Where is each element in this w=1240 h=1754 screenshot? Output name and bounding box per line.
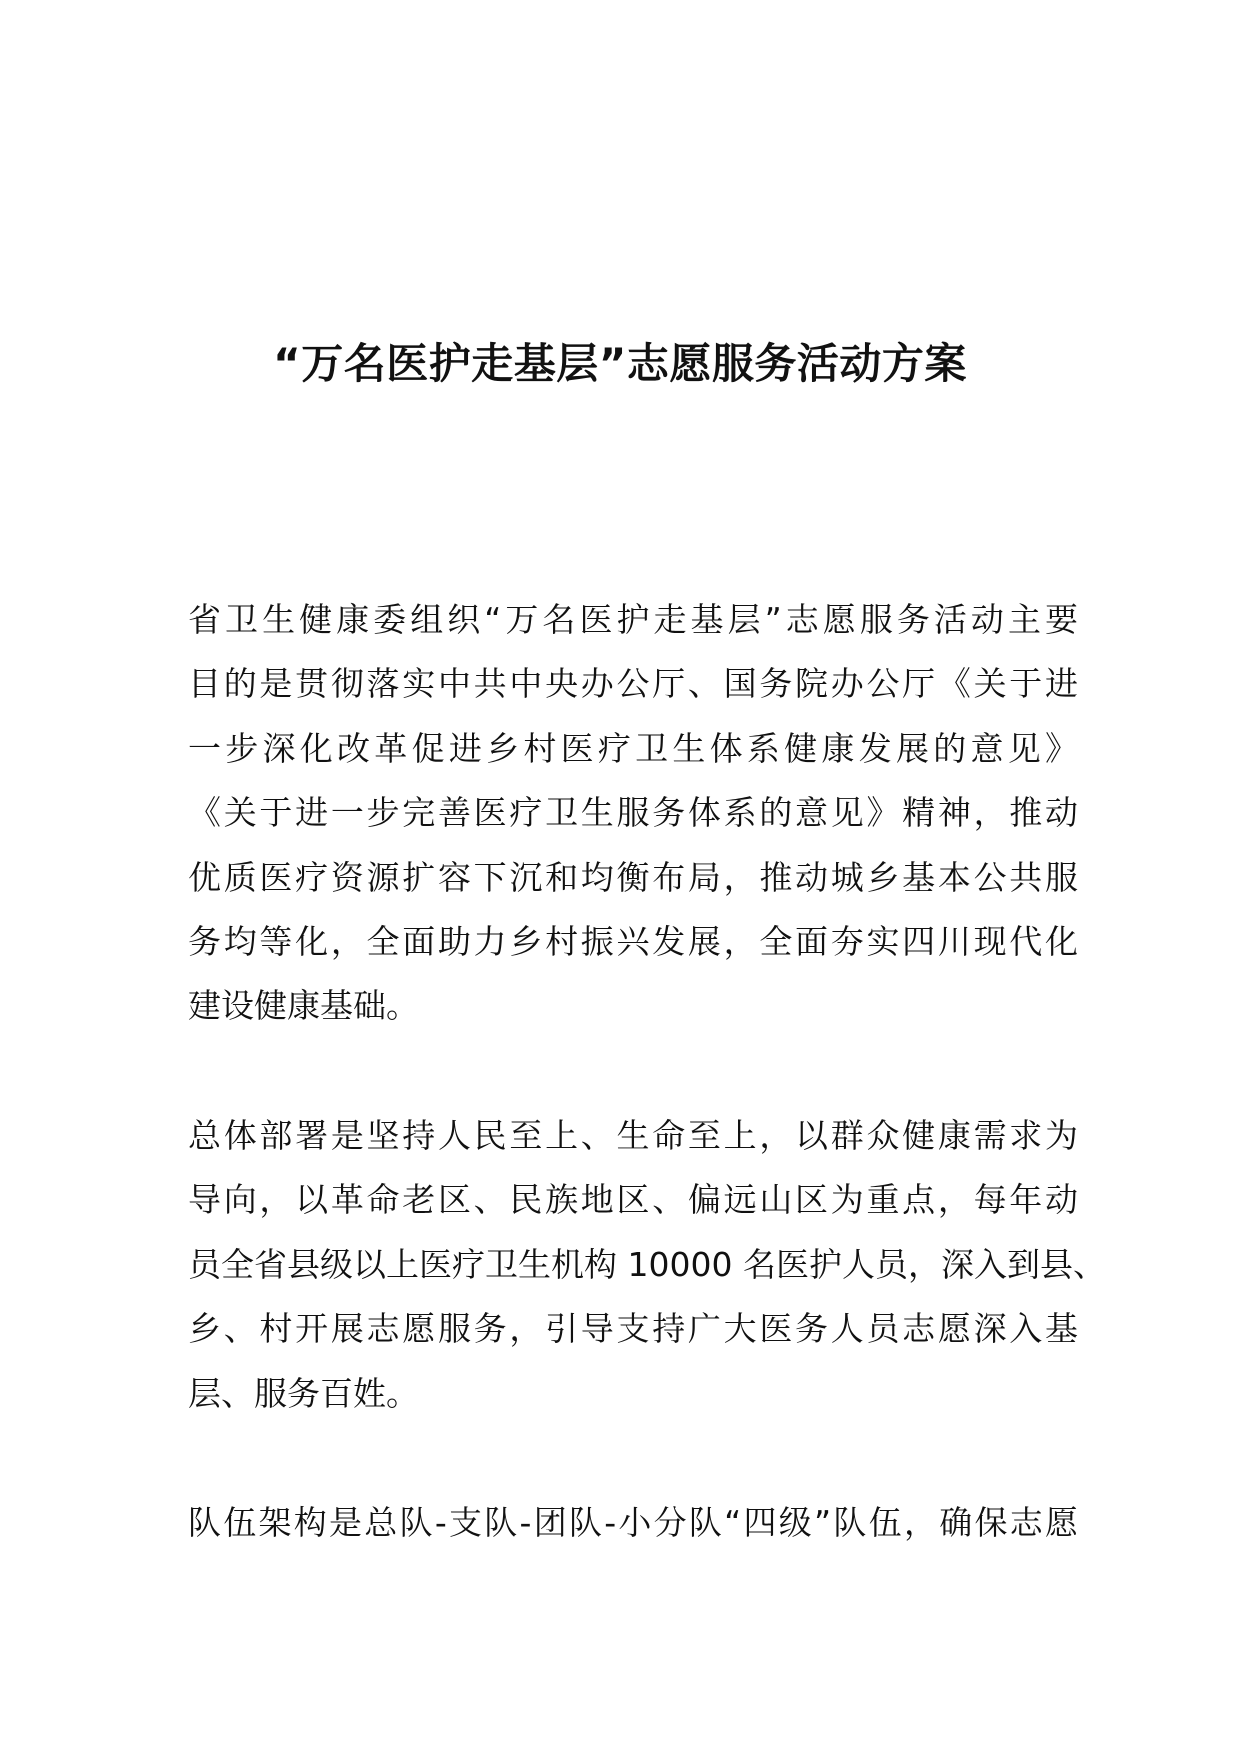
paragraph-structure [188,1491,1078,1555]
paragraph-line: 导向，以革命老区、民族地区、偏远山区为重点，每年动 [188,1180,1078,1220]
paragraph-line: 员全省县级以上医疗卫生机构 10000 名医护人员，深入到县、 [188,1244,1106,1284]
paragraph-purpose [188,588,1078,1039]
paragraph-line: 建设健康基础。 [188,986,419,1026]
document-title: “万名医护走基层”志愿服务活动方案 [273,339,967,388]
paragraph-line: 《关于进一步完善医疗卫生服务体系的意见》精神，推动 [188,793,1078,833]
paragraph-line: 务均等化，全面助力乡村振兴发展，全面夯实四川现代化 [188,922,1078,962]
paragraph-line: 优质医疗资源扩容下沉和均衡布局，推动城乡基本公共服 [188,857,1078,897]
paragraph-line: 目的是贯彻落实中共中央办公厅、国务院办公厅《关于进 [188,664,1078,704]
paragraph-deployment [188,1104,1106,1426]
paragraph-line: 乡、村开展志愿服务，引导支持广大医务人员志愿深入基 [188,1309,1078,1349]
paragraph-line: 总体部署是坚持人民至上、生命至上，以群众健康需求为 [188,1116,1078,1155]
paragraph-line: 一步深化改革促进乡村医疗卫生体系健康发展的意见》 [188,728,1078,768]
paragraph-line: 省卫生健康委组织“万名医护走基层”志愿服务活动主要 [188,600,1078,639]
paragraph-line: 层、服务百姓。 [188,1373,419,1413]
paragraph-line: 队伍架构是总队-支队-团队-小分队“四级”队伍，确保志愿 [188,1503,1078,1542]
